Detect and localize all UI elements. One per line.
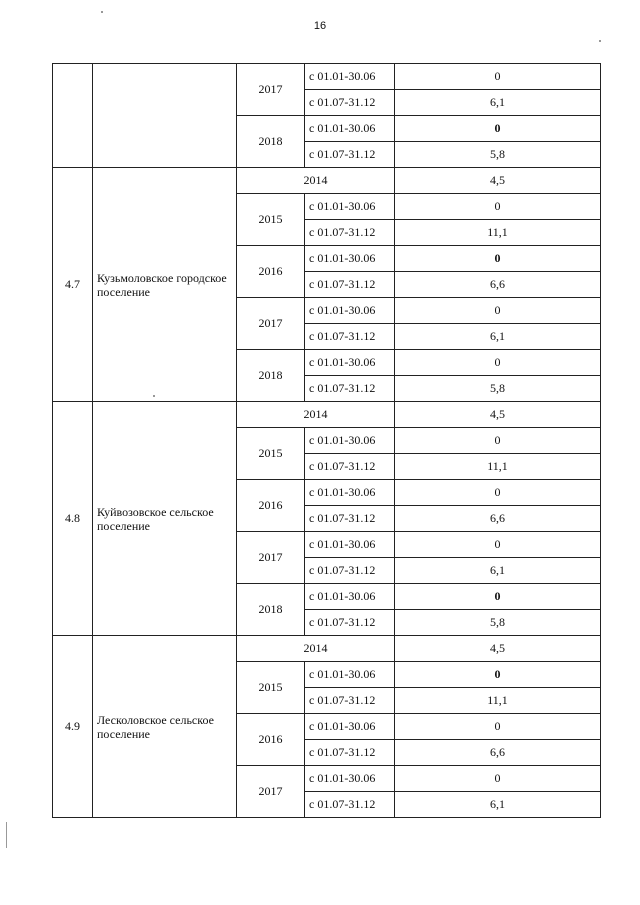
- period-cell: с 01.07-31.12: [305, 610, 395, 636]
- scan-speck: [599, 40, 601, 42]
- year-cell: 2017: [237, 766, 305, 818]
- rate-value: 0: [395, 194, 601, 220]
- period-cell: с 01.07-31.12: [305, 454, 395, 480]
- period-cell: с 01.01-30.06: [305, 298, 395, 324]
- rate-value: 5,8: [395, 142, 601, 168]
- period-cell: с 01.01-30.06: [305, 766, 395, 792]
- year-cell: 2016: [237, 714, 305, 766]
- table-row: [53, 636, 601, 662]
- year-cell: 2016: [237, 246, 305, 298]
- rate-value: 6,6: [395, 272, 601, 298]
- period-cell: с 01.07-31.12: [305, 272, 395, 298]
- period-cell: с 01.01-30.06: [305, 662, 395, 688]
- year-cell: 2018: [237, 584, 305, 636]
- scan-edge-mark: [6, 822, 7, 848]
- period-cell: с 01.01-30.06: [305, 428, 395, 454]
- period-cell: с 01.01-30.06: [305, 246, 395, 272]
- settlement-name: Лесколовское сельское поселение: [93, 636, 237, 818]
- rate-value: 0: [395, 480, 601, 506]
- rate-value: 5,8: [395, 376, 601, 402]
- section-number: [53, 64, 93, 168]
- period-cell: с 01.07-31.12: [305, 142, 395, 168]
- rates-table: [52, 63, 601, 818]
- period-cell: с 01.07-31.12: [305, 688, 395, 714]
- rate-value: 4,5: [395, 402, 601, 428]
- period-cell: с 01.07-31.12: [305, 740, 395, 766]
- period-cell: с 01.07-31.12: [305, 558, 395, 584]
- period-cell: с 01.01-30.06: [305, 714, 395, 740]
- rate-value: 0: [395, 116, 601, 142]
- period-cell: с 01.01-30.06: [305, 480, 395, 506]
- scan-speck: [153, 395, 155, 397]
- period-cell: с 01.07-31.12: [305, 220, 395, 246]
- period-cell: с 01.01-30.06: [305, 64, 395, 90]
- rate-value: 0: [395, 584, 601, 610]
- rate-value: 11,1: [395, 454, 601, 480]
- rate-value: 6,6: [395, 740, 601, 766]
- rate-value: 6,1: [395, 324, 601, 350]
- rate-value: 0: [395, 64, 601, 90]
- year-cell: 2014: [237, 402, 395, 428]
- period-cell: с 01.01-30.06: [305, 584, 395, 610]
- period-cell: с 01.07-31.12: [305, 90, 395, 116]
- year-cell: 2014: [237, 168, 395, 194]
- section-number: 4.8: [53, 402, 93, 636]
- rate-value: 6,6: [395, 506, 601, 532]
- rate-value: 4,5: [395, 636, 601, 662]
- year-cell: 2017: [237, 298, 305, 350]
- table-row: [53, 402, 601, 428]
- rate-value: 0: [395, 428, 601, 454]
- rate-value: 6,1: [395, 558, 601, 584]
- table-row: [53, 168, 601, 194]
- period-cell: с 01.07-31.12: [305, 324, 395, 350]
- rate-value: 11,1: [395, 688, 601, 714]
- rate-value: 0: [395, 298, 601, 324]
- rate-value: 6,1: [395, 90, 601, 116]
- section-number: 4.7: [53, 168, 93, 402]
- rate-value: 0: [395, 766, 601, 792]
- year-cell: 2015: [237, 194, 305, 246]
- year-cell: 2015: [237, 662, 305, 714]
- table-row: [53, 64, 601, 90]
- year-cell: 2018: [237, 116, 305, 168]
- rate-value: 0: [395, 714, 601, 740]
- settlement-name: Куйвозовское сельское поселение: [93, 402, 237, 636]
- settlement-name: Кузьмоловское городское поселение: [93, 168, 237, 402]
- rate-value: 0: [395, 662, 601, 688]
- year-cell: 2017: [237, 532, 305, 584]
- period-cell: с 01.07-31.12: [305, 792, 395, 818]
- period-cell: с 01.01-30.06: [305, 194, 395, 220]
- rate-value: 0: [395, 532, 601, 558]
- rate-value: 0: [395, 246, 601, 272]
- rates-table-body: [53, 64, 601, 818]
- section-number: 4.9: [53, 636, 93, 818]
- page-number: 16: [313, 20, 327, 32]
- period-cell: с 01.07-31.12: [305, 506, 395, 532]
- year-cell: 2015: [237, 428, 305, 480]
- period-cell: с 01.01-30.06: [305, 116, 395, 142]
- rate-value: 4,5: [395, 168, 601, 194]
- rate-value: 11,1: [395, 220, 601, 246]
- period-cell: с 01.07-31.12: [305, 376, 395, 402]
- year-cell: 2017: [237, 64, 305, 116]
- period-cell: с 01.01-30.06: [305, 350, 395, 376]
- rate-value: 0: [395, 350, 601, 376]
- rate-value: 5,8: [395, 610, 601, 636]
- year-cell: 2016: [237, 480, 305, 532]
- rate-value: 6,1: [395, 792, 601, 818]
- year-cell: 2018: [237, 350, 305, 402]
- year-cell: 2014: [237, 636, 395, 662]
- scan-speck: [101, 11, 103, 13]
- period-cell: с 01.01-30.06: [305, 532, 395, 558]
- settlement-name: [93, 64, 237, 168]
